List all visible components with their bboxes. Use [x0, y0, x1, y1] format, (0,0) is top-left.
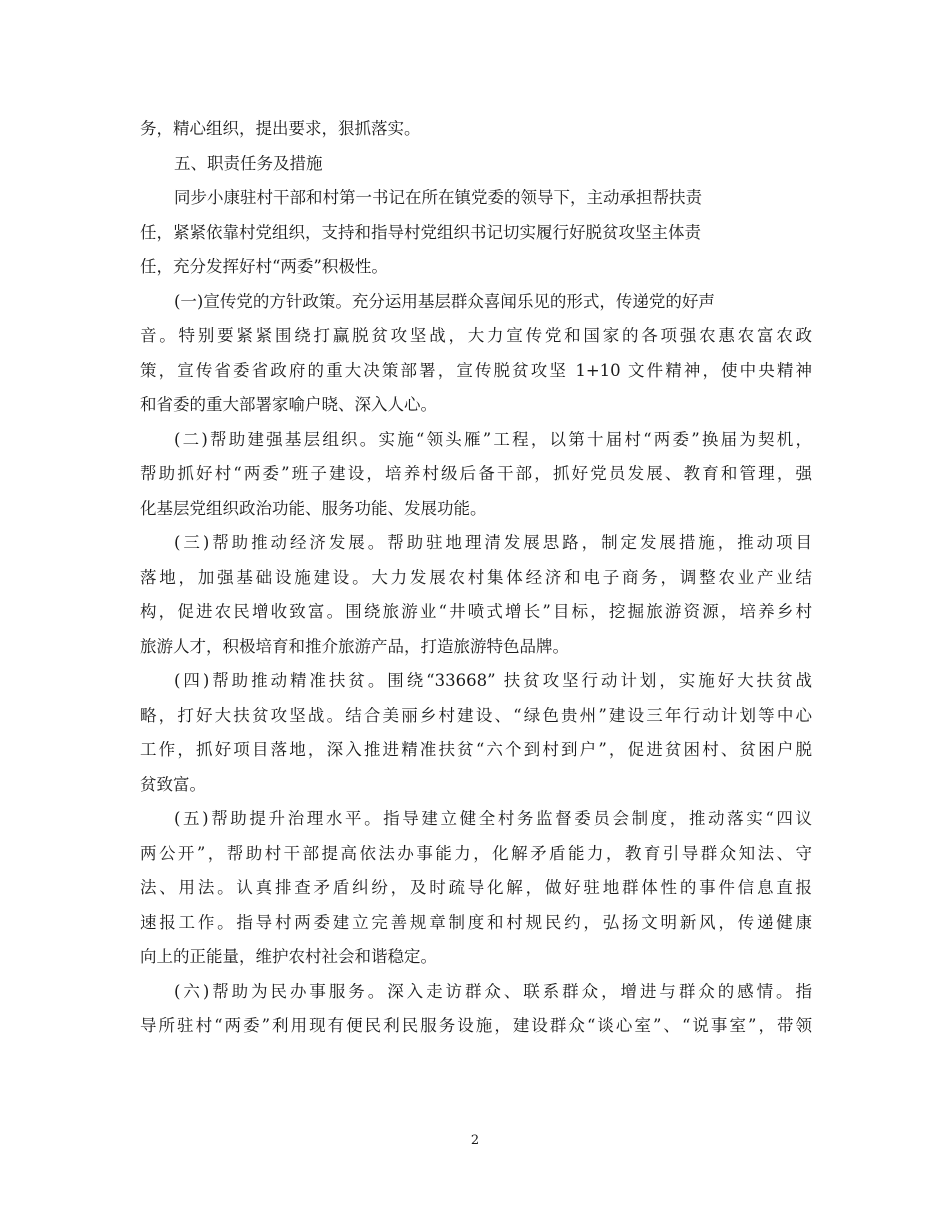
text-line: 任，紧紧依靠村党组织，支持和指导村党组织书记切实履行好脱贫攻坚主体责	[140, 222, 701, 242]
text-line: 两公开”，帮助村干部提高依法办事能力，化解矛盾能力，教育引导群众知法、守	[140, 843, 812, 863]
text-line: (三)帮助推动经济发展。帮助驻地理清发展思路，制定发展措施，推动项目	[174, 533, 812, 552]
text-line: 策，宣传省委省政府的重大决策部署，宣传脱贫攻坚 1+10 文件精神，使中央精神	[140, 360, 812, 380]
text-line: 化基层党组织政治功能、服务功能、发展功能。	[140, 498, 487, 518]
text-line: 导所驻村“两委”利用现有便民利民服务设施，建设群众“谈心室”、“说事室”，带领	[140, 1016, 812, 1035]
text-line: 任，充分发挥好村“两委”积极性。	[140, 257, 388, 276]
text-line: 落地，加强基础设施建设。大力发展农村集体经济和电子商务，调整农业产业结	[140, 567, 812, 587]
text-line: 务，精心组织，提出要求，狠抓落实。	[140, 119, 421, 138]
text-line: (一)宣传党的方针政策。充分运用基层群众喜闻乐见的形式，传递党的好声	[174, 291, 715, 311]
text-line: 速报工作。指导村两委建立完善规章制度和村规民约，弘扬文明新风，传递健康	[140, 912, 812, 932]
text-line: 同步小康驻村干部和村第一书记在所在镇党委的领导下，主动承担帮扶责	[174, 188, 702, 207]
text-line: 旅游人才，积极培育和推介旅游产品，打造旅游特色品牌。	[140, 636, 569, 656]
text-line: (五)帮助提升治理水平。指导建立健全村务监督委员会制度，推动落实“四议	[174, 809, 812, 828]
text-line: (四)帮助推动精准扶贫。围绕“33668” 扶贫攻坚行动计划，实施好大扶贫战	[174, 671, 812, 690]
document-body	[140, 112, 812, 1044]
text-line: (六)帮助为民办事服务。深入走访群众、联系群众，增进与群众的感情。指	[174, 981, 812, 1001]
text-line: 向上的正能量，维护农村社会和谐稳定。	[140, 947, 437, 966]
text-line: 工作，抓好项目落地，深入推进精准扶贫“六个到村到户”，促进贫困村、贫困户脱	[140, 740, 812, 759]
text-line: 构，促进农民增收致富。围绕旅游业“井喷式增长”目标，挖掘旅游资源，培养乡村	[140, 602, 812, 621]
text-line: (二)帮助建强基层组织。实施“领头雁”工程，以第十届村“两委”换届为契机，	[174, 429, 812, 449]
page-number: 2	[470, 1133, 480, 1148]
text-line: 略，打好大扶贫攻坚战。结合美丽乡村建设、“绿色贵州”建设三年行动计划等中心	[140, 705, 812, 725]
text-line: 法、用法。认真排查矛盾纠纷，及时疏导化解，做好驻地群体性的事件信息直报	[140, 878, 812, 897]
text-line: 帮助抓好村“两委”班子建设，培养村级后备干部，抓好党员发展、教育和管理，强	[140, 464, 812, 483]
text-line: 音。特别要紧紧围绕打赢脱贫攻坚战，大力宣传党和国家的各项强农惠农富农政	[140, 326, 812, 345]
text-line: 贫致富。	[140, 774, 206, 794]
text-line: 五、职责任务及措施	[174, 153, 323, 173]
text-line: 和省委的重大部署家喻户晓、深入人心。	[140, 395, 437, 414]
